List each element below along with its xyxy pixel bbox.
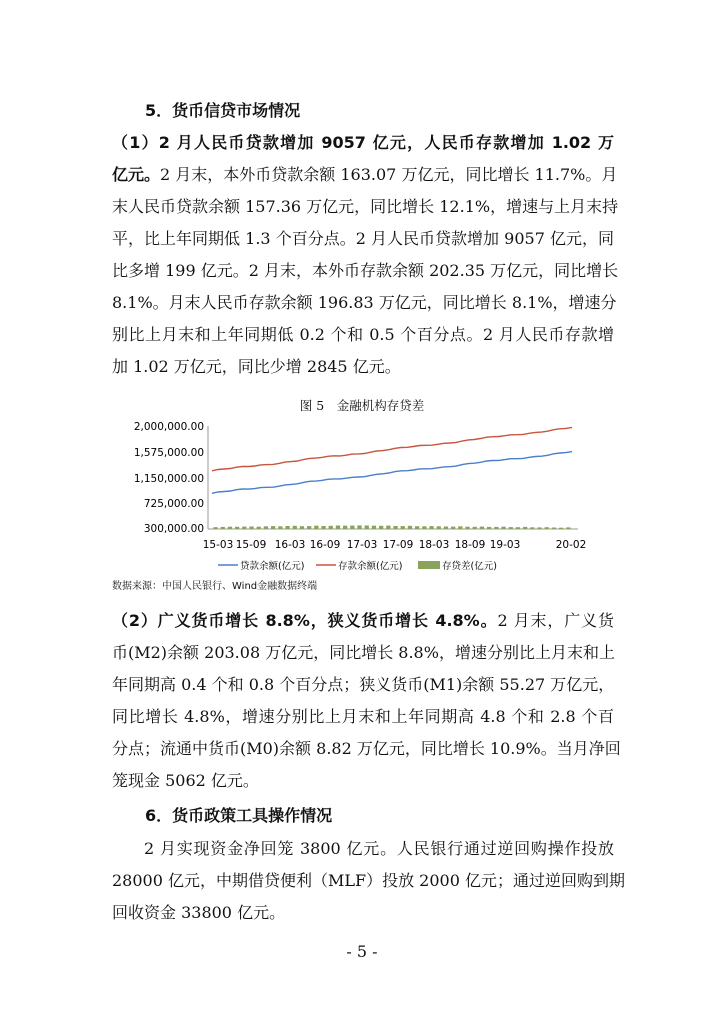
gap-bar xyxy=(372,526,376,529)
gap-bar xyxy=(480,527,484,529)
gap-bar xyxy=(386,526,390,529)
gap-bar xyxy=(523,527,527,529)
gap-bar xyxy=(293,526,297,529)
gap-bar xyxy=(552,528,556,530)
gap-bar xyxy=(516,527,520,529)
gap-bar xyxy=(509,527,513,529)
gap-bar xyxy=(228,527,232,529)
gap-bar xyxy=(393,526,397,529)
para3-line3: 回收资金 33800 亿元。 xyxy=(112,903,286,922)
para3-line1: 2 月实现资金净回笼 3800 亿元。人民银行通过逆回购操作投放 xyxy=(144,839,614,858)
gap-bar xyxy=(473,527,477,529)
para1-lead-2: 亿元。 xyxy=(112,165,161,184)
gap-bar xyxy=(501,527,505,529)
x-tick-label: 18-03 xyxy=(418,539,450,551)
section6-heading: 6．货币政策工具操作情况 xyxy=(145,806,333,825)
gap-bar xyxy=(221,527,225,529)
gap-bar xyxy=(566,527,570,529)
y-axis-ticks xyxy=(134,421,204,535)
gap-bar xyxy=(408,526,412,529)
gap-bar xyxy=(451,527,455,529)
gap-bar xyxy=(429,526,433,529)
gap-bar xyxy=(357,525,361,529)
gap-bar xyxy=(365,526,369,530)
para1-line1 xyxy=(112,130,614,153)
gap-bar xyxy=(458,526,462,529)
x-tick-label: 16-09 xyxy=(309,539,341,551)
para1-line5: 比多增 199 亿元。2 月末，本外币存款余额 202.35 万亿元，同比增长 xyxy=(112,261,619,280)
y-tick-label: 2,000,000.00 xyxy=(133,421,204,433)
x-tick-label: 19-03 xyxy=(489,539,521,551)
legend-label-loan: 贷款余额(亿元) xyxy=(240,561,305,572)
para2-line1-text: 2 月末，广义货 xyxy=(497,611,614,630)
para1-line3: 末人民币贷款余额 157.36 万亿元，同比增长 12.1%，增速与上月末持 xyxy=(112,197,619,216)
gap-bar xyxy=(264,526,268,529)
para2-lead: （2）广义货币增长 8.8%，狭义货币增长 4.8%。 xyxy=(112,611,498,630)
gap-bar xyxy=(314,526,318,529)
gap-bar xyxy=(494,527,498,529)
para2-line4: 同比增长 4.8%，增速分别比上月末和上年同期高 4.8 个和 2.8 个百 xyxy=(112,707,614,726)
para1-line8: 加 1.02 万亿元，同比少增 2845 亿元。 xyxy=(112,357,401,376)
y-tick-label: 1,575,000.00 xyxy=(133,447,204,459)
y-tick-label: 300,000.00 xyxy=(143,523,204,535)
legend-label-deposit: 存款余额(亿元) xyxy=(338,561,403,572)
gap-bar xyxy=(415,526,419,529)
para1-line2 xyxy=(112,162,618,185)
legend-swatch-gap xyxy=(418,561,440,569)
gap-bar xyxy=(257,527,261,529)
gap-bar xyxy=(235,527,239,529)
gap-bar xyxy=(537,527,541,529)
gap-bar xyxy=(329,526,333,529)
gap-bar xyxy=(465,527,469,529)
para2-line6: 笼现金 5062 亿元。 xyxy=(112,771,259,790)
para2-line3: 年同期高 0.4 个和 0.8 个百分点；狭义货币(M1)余额 55.27 万亿元， xyxy=(112,675,615,694)
gap-bar xyxy=(444,527,448,530)
gap-bar xyxy=(379,526,383,529)
x-tick-label: 20-02 xyxy=(555,539,587,551)
para2-line1 xyxy=(112,608,614,631)
gap-bar xyxy=(487,527,491,529)
gap-bar xyxy=(321,526,325,529)
data-source-note: 数据来源：中国人民银行、Wind金融数据终端 xyxy=(112,581,318,592)
x-tick-label: 15-03 xyxy=(202,539,234,551)
deposit-loan-gap-chart xyxy=(0,416,724,576)
page-number: - 5 - xyxy=(346,942,378,961)
x-tick-label: 17-03 xyxy=(346,539,378,551)
gap-bar xyxy=(285,526,289,529)
gap-bar xyxy=(271,526,275,529)
para1-lead-1: （1）2 月人民币贷款增加 9057 亿元，人民币存款增加 1.02 万 xyxy=(112,133,614,152)
para3-line2: 28000 亿元，中期借贷便利（MLF）投放 2000 亿元；通过逆回购到期 xyxy=(112,871,625,890)
gap-bar xyxy=(278,526,282,529)
gap-bar xyxy=(559,528,563,529)
para1-line7: 别比上月末和上年同期低 0.2 个和 0.5 个百分点。2 月人民币存款增 xyxy=(112,325,614,344)
gap-bar xyxy=(300,526,304,529)
plot-area xyxy=(212,427,572,529)
series-line-deposit xyxy=(212,427,572,470)
gap-bar xyxy=(530,527,534,529)
gap-bar xyxy=(307,526,311,529)
legend xyxy=(218,560,497,572)
gap-bar xyxy=(336,526,340,530)
x-tick-label: 18-09 xyxy=(454,539,486,551)
gap-bar xyxy=(545,527,549,529)
gap-bar xyxy=(422,526,426,529)
x-tick-label: 17-09 xyxy=(382,539,414,551)
y-tick-label: 725,000.00 xyxy=(143,498,204,510)
x-tick-label: 15-09 xyxy=(235,539,267,551)
gap-bar xyxy=(437,526,441,529)
para1-line4: 平，比上年同期低 1.3 个百分点。2 月人民币贷款增加 9057 亿元，同 xyxy=(112,229,614,248)
gap-bar xyxy=(343,526,347,529)
y-tick-label: 1,150,000.00 xyxy=(133,473,204,485)
gap-bar xyxy=(242,527,246,529)
para1-line6: 8.1%。月末人民币存款余额 196.83 万亿元，同比增长 8.1%，增速分 xyxy=(112,293,617,312)
figure-title: 图 5 金融机构存贷差 xyxy=(299,398,425,413)
para2-line5: 分点；流通中货币(M0)余额 8.82 万亿元，同比增长 10.9%。当月净回 xyxy=(112,739,621,758)
x-axis-ticks xyxy=(203,539,587,551)
series-line-loan xyxy=(212,452,572,494)
gap-bar xyxy=(350,526,354,529)
para2-line2: 币(M2)余额 203.08 万亿元，同比增长 8.8%，增速分别比上月末和上 xyxy=(112,643,615,662)
legend-label-gap: 存贷差(亿元) xyxy=(442,561,497,572)
section5-heading: 5．货币信贷市场情况 xyxy=(145,101,301,120)
gap-bar xyxy=(401,526,405,529)
gap-bar xyxy=(249,527,253,530)
gap-bar xyxy=(213,527,217,529)
x-tick-label: 16-03 xyxy=(274,539,306,551)
para1-line2-text: 2 月末，本外币贷款余额 163.07 万亿元，同比增长 11.7%。月 xyxy=(160,165,618,184)
